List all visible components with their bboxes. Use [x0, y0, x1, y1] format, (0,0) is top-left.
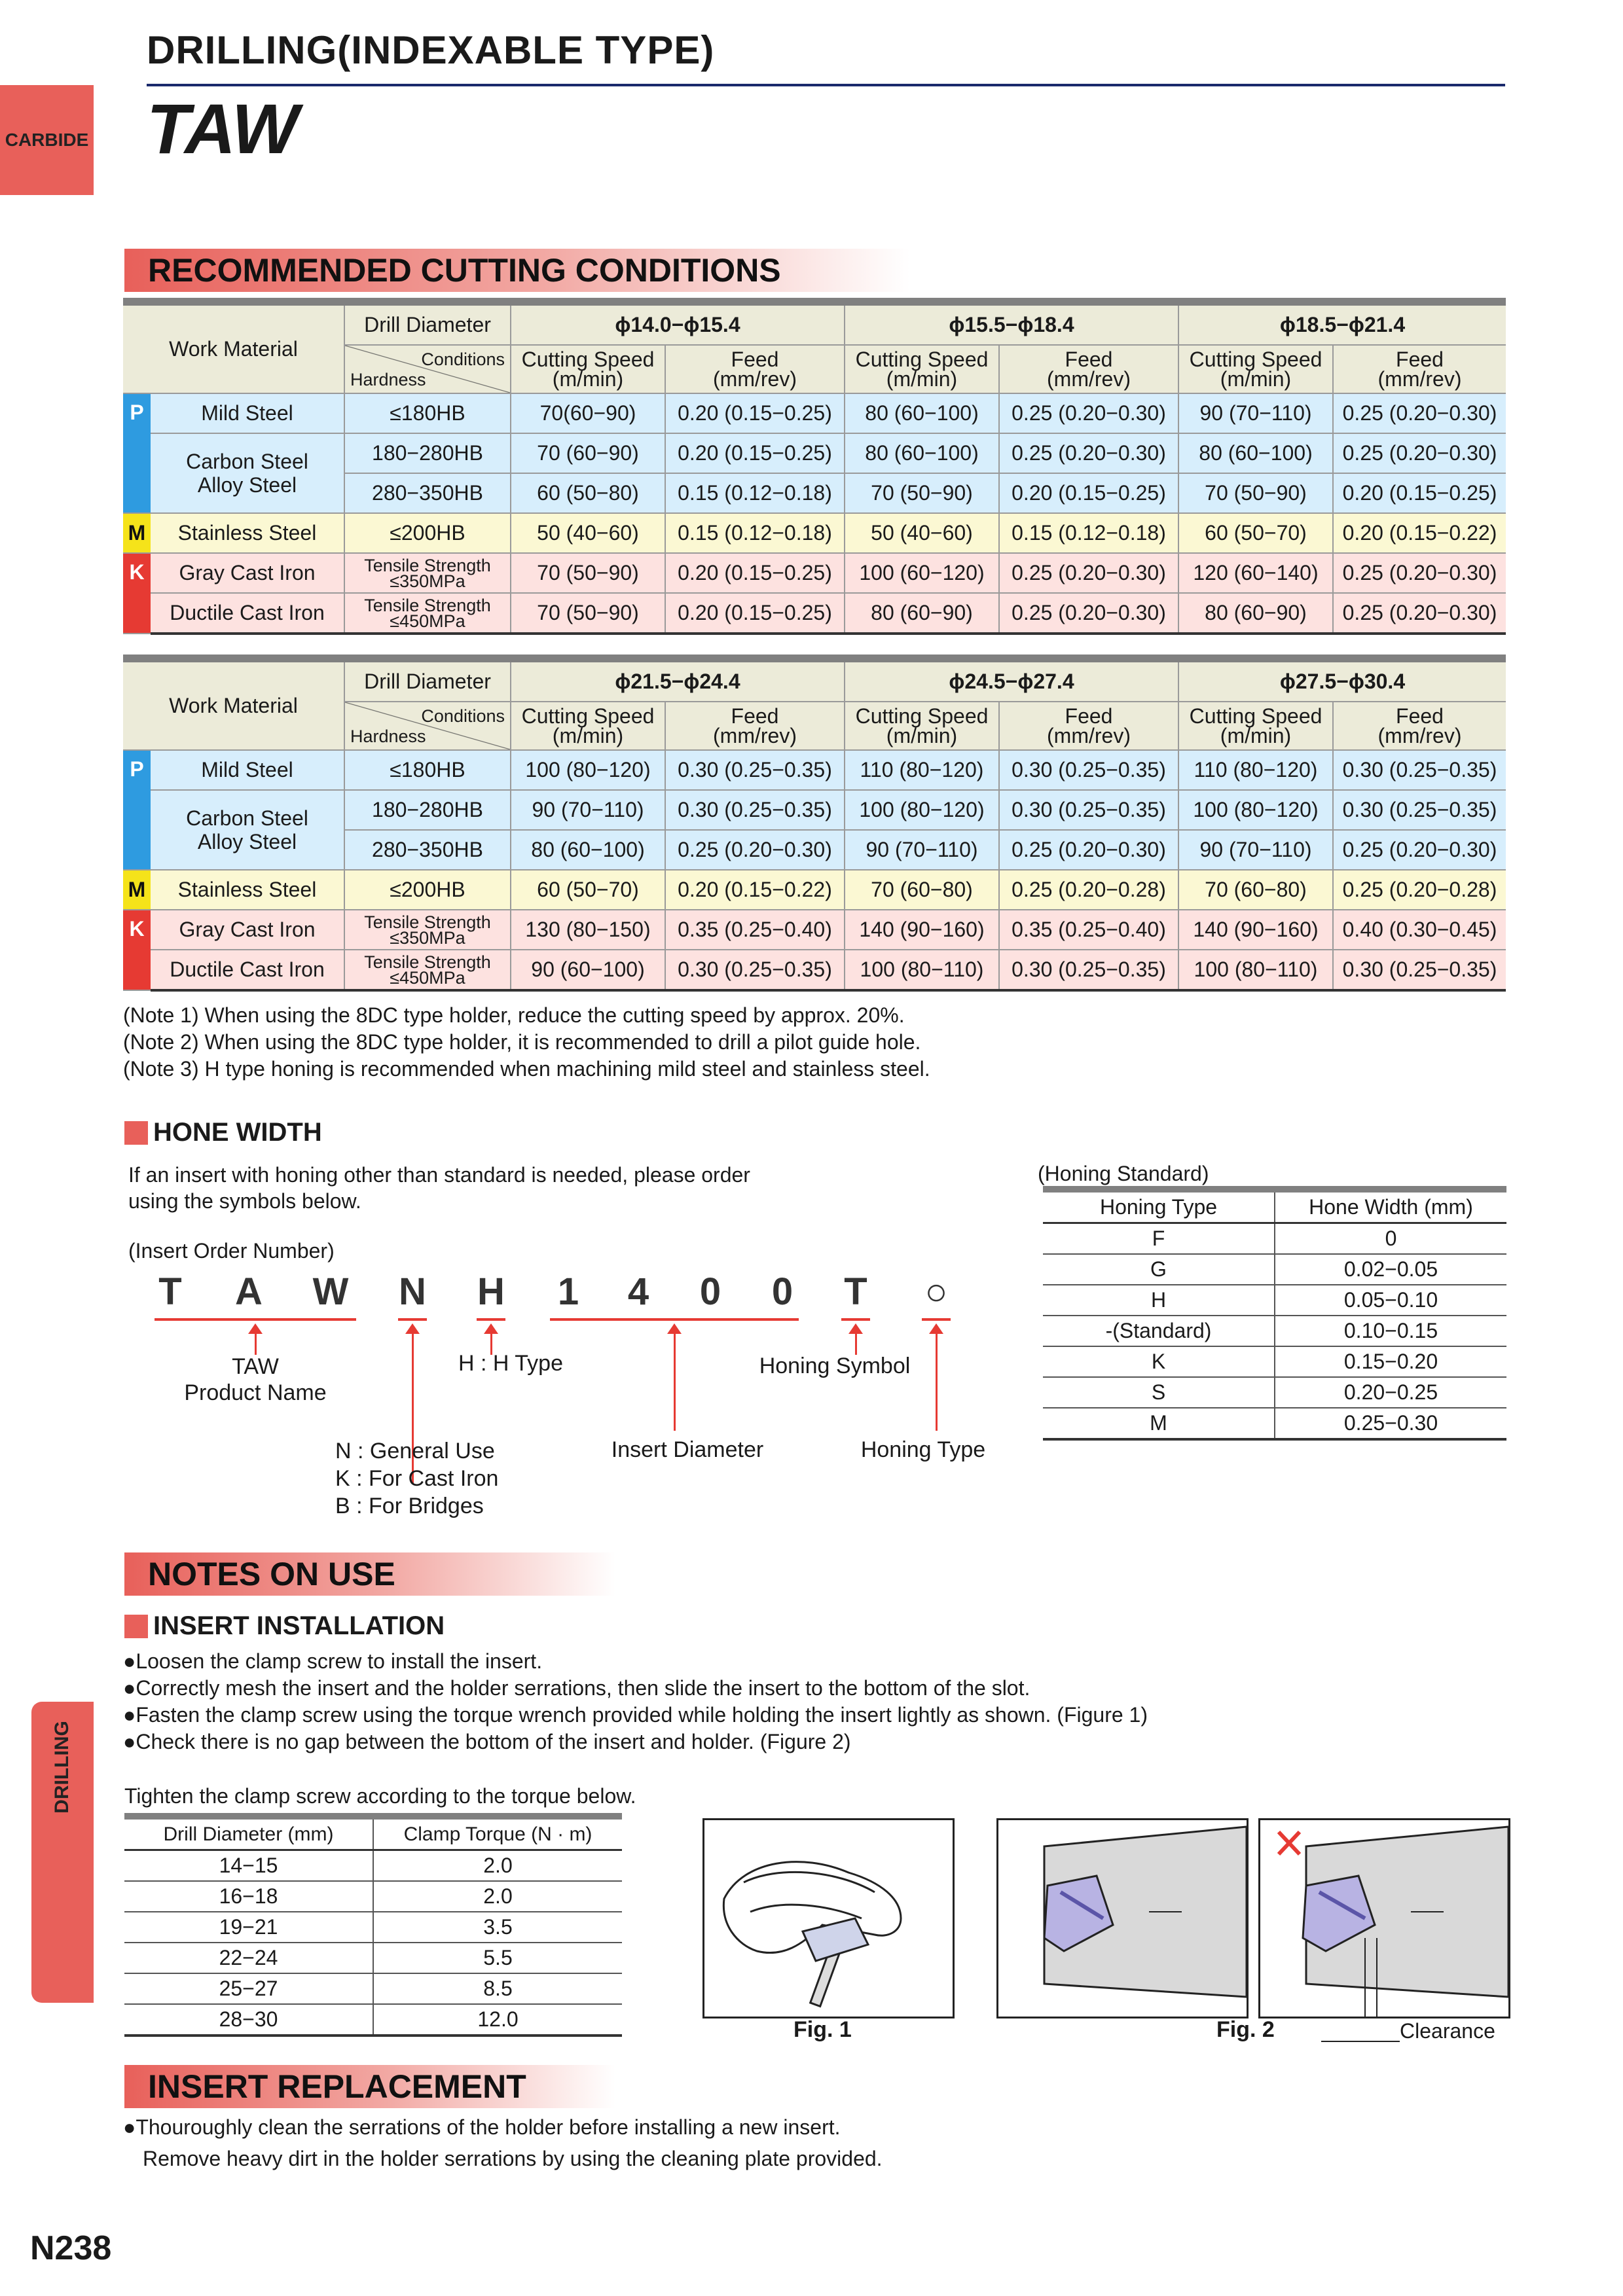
table-cell: P: [123, 393, 151, 513]
fig-2-caption: Fig. 2: [1216, 2017, 1275, 2042]
table-cell: 50 (40−60): [511, 513, 665, 553]
work-material-header: Work Material: [123, 302, 344, 393]
table-row: [124, 1943, 622, 1973]
table-cell: 140 (90−160): [845, 910, 999, 950]
table-cell: M: [1043, 1408, 1275, 1439]
hone-width-heading: HONE WIDTH: [124, 1118, 322, 1147]
note-1: (Note 1) When using the 8DC type holder, reduce the cutting speed by approx. 20%.: [123, 1003, 905, 1027]
code-char: 0: [699, 1270, 721, 1313]
table-cell: 180−280HB: [344, 433, 511, 473]
table-cell: Carbon Steel Alloy Steel: [151, 790, 344, 870]
x-mark-icon: [1279, 1832, 1300, 1854]
section-insert-replacement: INSERT REPLACEMENT: [124, 2065, 779, 2108]
arrow-up-icon: [936, 1333, 938, 1431]
code-underline: [841, 1318, 870, 1321]
table-cell: 80 (60−100): [511, 830, 665, 870]
table-cell: Ductile Cast Iron: [151, 950, 344, 990]
table-cell: 5.5: [373, 1943, 622, 1973]
drill-diameter-header: Drill Diameter: [344, 302, 511, 345]
table-cell: 180−280HB: [344, 790, 511, 830]
table-cell: 0.15 (0.12−0.18): [999, 513, 1178, 553]
table-cell: Cutting Speed (m/min): [845, 702, 999, 750]
table-cell: Stainless Steel: [151, 870, 344, 910]
table-cell: 110 (80−120): [1178, 750, 1333, 790]
torque-table: [124, 1813, 622, 2037]
table-row: [124, 1912, 622, 1943]
torque-intro: Tighten the clamp screw according to the torque below.: [124, 1784, 636, 1808]
diameter-range: ϕ21.5−ϕ24.4: [511, 658, 845, 702]
table-cell: Hone Width (mm): [1275, 1189, 1506, 1223]
work-material-header: Work Material: [123, 658, 344, 750]
table-cell: 0: [1275, 1223, 1506, 1255]
table-cell: Cutting Speed (m/min): [511, 702, 665, 750]
page-number: N238: [30, 2229, 112, 2267]
code-char: A: [235, 1270, 263, 1313]
table-cell: 0.30 (0.25−0.35): [1333, 950, 1506, 990]
cutting-table-2: [123, 655, 1506, 992]
table-cell: 70(60−90): [511, 393, 665, 433]
circle-icon: ○: [924, 1270, 948, 1313]
honing-type-label: Honing Type: [860, 1437, 986, 1462]
table-cell: 80 (60−90): [845, 593, 999, 634]
table-cell: 0.25−0.30: [1275, 1408, 1506, 1439]
table-cell: 90 (70−110): [1178, 830, 1333, 870]
table-cell: S: [1043, 1377, 1275, 1408]
table-row: [1043, 1377, 1506, 1408]
table-row: [124, 1850, 622, 1882]
nkb-labels: N : General Use K : For Cast Iron B : For Bridges: [335, 1439, 499, 1518]
table-cell: K: [123, 910, 151, 990]
cutting-table-1: [123, 298, 1506, 635]
table-cell: 0.35 (0.25−0.40): [999, 910, 1178, 950]
code-char: W: [312, 1270, 349, 1313]
table-cell: 90 (70−110): [845, 830, 999, 870]
table-cell: 80 (60−100): [1178, 433, 1333, 473]
conditions-hardness-header: Conditions Hardness: [344, 702, 511, 750]
table-cell: Tensile Strength ≤350MPa: [344, 910, 511, 950]
table-cell: 90 (70−110): [1178, 393, 1333, 433]
table-header-row: [124, 1816, 622, 1850]
table-cell: 280−350HB: [344, 830, 511, 870]
table-cell: 100 (80−110): [845, 950, 999, 990]
table-cell: 0.20 (0.15−0.22): [665, 870, 845, 910]
table-cell: 3.5: [373, 1912, 622, 1943]
table-cell: 90 (60−100): [511, 950, 665, 990]
figure-2-incorrect: [1258, 1818, 1510, 2018]
diameter-range: ϕ24.5−ϕ27.4: [845, 658, 1178, 702]
arrow-up-icon: [674, 1333, 676, 1431]
table-cell: 0.35 (0.25−0.40): [665, 910, 845, 950]
table-cell: 0.25 (0.20−0.30): [1333, 433, 1506, 473]
code-underline: [477, 1318, 505, 1321]
table-cell: 12.0: [373, 2004, 622, 2036]
install-bullet: ●Loosen the clamp screw to install the insert.: [123, 1649, 543, 1673]
table-cell: 130 (80−150): [511, 910, 665, 950]
hand-wrench-illustration: [704, 1820, 953, 2017]
table-cell: Feed (mm/rev): [1333, 702, 1506, 750]
table-cell: P: [123, 750, 151, 870]
table-cell: 0.20 (0.15−0.22): [1333, 513, 1506, 553]
table-cell: K: [123, 553, 151, 634]
table-cell: ≤200HB: [344, 513, 511, 553]
table-cell: 0.30 (0.25−0.35): [999, 790, 1178, 830]
table-header-row: [123, 658, 1506, 702]
order-number-label: (Insert Order Number): [128, 1239, 335, 1263]
table-cell: Cutting Speed (m/min): [1178, 345, 1333, 393]
table-cell: 0.25 (0.20−0.30): [1333, 393, 1506, 433]
table-cell: 100 (60−120): [845, 553, 999, 593]
arrow-up-icon: [855, 1333, 857, 1355]
table-cell: 100 (80−110): [1178, 950, 1333, 990]
table-cell: 0.25 (0.20−0.28): [999, 870, 1178, 910]
code-underline: [550, 1318, 799, 1321]
table-cell: -(Standard): [1043, 1316, 1275, 1346]
table-cell: 110 (80−120): [845, 750, 999, 790]
table-cell: M: [123, 513, 151, 553]
table-cell: Tensile Strength ≤350MPa: [344, 553, 511, 593]
table-cell: K: [1043, 1346, 1275, 1377]
table-cell: 16−18: [124, 1881, 373, 1912]
table-cell: Gray Cast Iron: [151, 910, 344, 950]
table-cell: 100 (80−120): [845, 790, 999, 830]
section-notes-on-use: NOTES ON USE: [124, 1552, 779, 1596]
table-cell: G: [1043, 1254, 1275, 1285]
replacement-line-1: ●Thouroughly clean the serrations of the holder before installing a new insert.: [123, 2115, 841, 2139]
table-cell: Drill Diameter (mm): [124, 1816, 373, 1850]
table-cell: 100 (80−120): [511, 750, 665, 790]
table-cell: 0.25 (0.20−0.30): [999, 593, 1178, 634]
install-bullet: ●Check there is no gap between the bottom of the insert and holder. (Figure 2): [123, 1730, 851, 1753]
insert-correct-illustration: [998, 1820, 1247, 2017]
table-cell: 0.30 (0.25−0.35): [665, 750, 845, 790]
table-cell: Feed (mm/rev): [665, 702, 845, 750]
table-row: [1043, 1254, 1506, 1285]
honing-standard-table: [1043, 1186, 1506, 1441]
table-cell: 80 (60−100): [845, 433, 999, 473]
table-row: [123, 593, 1506, 634]
table-cell: Clamp Torque (N · m): [373, 1816, 622, 1850]
table-cell: 0.30 (0.25−0.35): [665, 790, 845, 830]
clearance-label: Clearance: [1400, 2019, 1495, 2043]
table-row: [123, 910, 1506, 950]
insert-diameter-label: Insert Diameter: [611, 1437, 764, 1462]
table-row: [123, 513, 1506, 553]
table-cell: F: [1043, 1223, 1275, 1255]
fig-1-caption: Fig. 1: [793, 2017, 852, 2042]
table-cell: 280−350HB: [344, 473, 511, 513]
table-cell: Carbon Steel Alloy Steel: [151, 433, 344, 513]
note-2: (Note 2) When using the 8DC type holder, it is recommended to drill a pilot guide hole.: [123, 1030, 921, 1054]
arrow-up-icon: [255, 1333, 257, 1355]
table-cell: 80 (60−100): [845, 393, 999, 433]
table-row: [1043, 1285, 1506, 1316]
table-cell: 0.30 (0.25−0.35): [1333, 750, 1506, 790]
table-row: [123, 393, 1506, 433]
table-cell: 28−30: [124, 2004, 373, 2036]
table-cell: ≤200HB: [344, 870, 511, 910]
title-rule: [147, 84, 1505, 86]
table-cell: 0.20 (0.15−0.25): [665, 553, 845, 593]
table-row: [123, 750, 1506, 790]
insert-gap-illustration: [1260, 1820, 1508, 2017]
code-underline: [398, 1318, 427, 1321]
conditions-hardness-header: Conditions Hardness: [344, 345, 511, 393]
table-cell: 0.05−0.10: [1275, 1285, 1506, 1316]
table-row: [124, 1973, 622, 2004]
note-3: (Note 3) H type honing is recommended when machining mild steel and stainless steel.: [123, 1057, 930, 1081]
drill-diameter-header: Drill Diameter: [344, 658, 511, 702]
diameter-range: ϕ18.5−ϕ21.4: [1178, 302, 1506, 345]
table-cell: 0.25 (0.20−0.30): [999, 830, 1178, 870]
table-cell: Mild Steel: [151, 393, 344, 433]
code-char: 1: [557, 1270, 579, 1313]
product-name-label: TAW Product Name: [184, 1354, 327, 1405]
table-row: [124, 1881, 622, 1912]
table-cell: 8.5: [373, 1973, 622, 2004]
table-cell: Gray Cast Iron: [151, 553, 344, 593]
table-cell: H: [1043, 1285, 1275, 1316]
table-row: [123, 553, 1506, 593]
table-row: [1043, 1223, 1506, 1255]
honing-symbol-label: Honing Symbol: [759, 1354, 911, 1378]
table-cell: 60 (50−70): [511, 870, 665, 910]
table-cell: 140 (90−160): [1178, 910, 1333, 950]
side-tab-carbide: CARBIDE: [0, 85, 94, 195]
table-cell: Mild Steel: [151, 750, 344, 790]
table-cell: 0.20 (0.15−0.25): [999, 473, 1178, 513]
table-cell: 70 (60−80): [1178, 870, 1333, 910]
table-cell: 90 (70−110): [511, 790, 665, 830]
table-cell: 0.15−0.20: [1275, 1346, 1506, 1377]
diameter-range: ϕ14.0−ϕ15.4: [511, 302, 845, 345]
insert-installation-heading: INSERT INSTALLATION: [124, 1611, 445, 1641]
table-cell: 25−27: [124, 1973, 373, 2004]
table-cell: 19−21: [124, 1912, 373, 1943]
table-cell: 60 (50−80): [511, 473, 665, 513]
table-cell: 22−24: [124, 1943, 373, 1973]
table-cell: 2.0: [373, 1850, 622, 1882]
table-row: [123, 950, 1506, 990]
replacement-line-2: Remove heavy dirt in the holder serrations by using the cleaning plate provided.: [143, 2147, 883, 2170]
table-cell: Ductile Cast Iron: [151, 593, 344, 634]
install-bullet: ●Fasten the clamp screw using the torque wrench provided while holding the insert lightly as shown. (Figure 1): [123, 1703, 1148, 1727]
table-cell: 0.25 (0.20−0.30): [999, 433, 1178, 473]
table-row: [1043, 1408, 1506, 1439]
table-cell: 0.25 (0.20−0.28): [1333, 870, 1506, 910]
table-row: [123, 790, 1506, 830]
table-cell: 0.25 (0.20−0.30): [665, 830, 845, 870]
table-cell: 0.30 (0.25−0.35): [1333, 790, 1506, 830]
table-cell: Stainless Steel: [151, 513, 344, 553]
code-char: T: [844, 1270, 867, 1313]
clearance-dimension-line: [1321, 2041, 1400, 2042]
table-cell: 0.15 (0.12−0.18): [665, 513, 845, 553]
figure-2-correct: [996, 1818, 1249, 2018]
table-cell: M: [123, 870, 151, 910]
table-cell: ≤180HB: [344, 393, 511, 433]
hone-intro: If an insert with honing other than standard is needed, please order using the symbols below.: [128, 1163, 750, 1213]
page-title: DRILLING(INDEXABLE TYPE): [147, 28, 715, 72]
table-cell: Honing Type: [1043, 1189, 1275, 1223]
table-cell: Tensile Strength ≤450MPa: [344, 593, 511, 634]
code-char: 0: [771, 1270, 793, 1313]
table-cell: 100 (80−120): [1178, 790, 1333, 830]
honing-standard-label: (Honing Standard): [1038, 1162, 1209, 1185]
table-cell: 0.15 (0.12−0.18): [665, 473, 845, 513]
code-char: H: [477, 1270, 505, 1313]
model-name: TAW: [147, 89, 299, 168]
table-row: [1043, 1316, 1506, 1346]
table-cell: Feed (mm/rev): [999, 345, 1178, 393]
install-bullet: ●Correctly mesh the insert and the holder serrations, then slide the insert to the bottom of the slot.: [123, 1676, 1030, 1700]
table-cell: 50 (40−60): [845, 513, 999, 553]
side-tab-drilling-label: DRILLING: [51, 1721, 73, 1814]
table-cell: 0.30 (0.25−0.35): [999, 750, 1178, 790]
table-cell: 0.25 (0.20−0.30): [999, 553, 1178, 593]
table-cell: ≤180HB: [344, 750, 511, 790]
table-row: [123, 870, 1506, 910]
table-cell: 0.30 (0.25−0.35): [999, 950, 1178, 990]
code-char: 4: [627, 1270, 649, 1313]
table-cell: 70 (50−90): [511, 593, 665, 634]
section-recommended: RECOMMENDED CUTTING CONDITIONS: [124, 249, 1172, 292]
table-cell: Feed (mm/rev): [665, 345, 845, 393]
table-cell: Feed (mm/rev): [1333, 345, 1506, 393]
table-cell: 80 (60−90): [1178, 593, 1333, 634]
table-cell: 0.40 (0.30−0.45): [1333, 910, 1506, 950]
table-cell: Cutting Speed (m/min): [511, 345, 665, 393]
table-cell: Feed (mm/rev): [999, 702, 1178, 750]
table-cell: 70 (50−90): [511, 553, 665, 593]
table-cell: 0.20 (0.15−0.25): [665, 593, 845, 634]
table-cell: 70 (50−90): [845, 473, 999, 513]
table-cell: 0.20 (0.15−0.25): [665, 393, 845, 433]
table-cell: 0.20−0.25: [1275, 1377, 1506, 1408]
table-header-row: [1043, 1189, 1506, 1223]
table-row: [1043, 1346, 1506, 1377]
code-underline: [155, 1318, 356, 1321]
table-cell: 0.02−0.05: [1275, 1254, 1506, 1285]
code-char: T: [158, 1270, 182, 1313]
diameter-range: ϕ15.5−ϕ18.4: [845, 302, 1178, 345]
table-cell: 0.20 (0.15−0.25): [665, 433, 845, 473]
table-cell: 0.30 (0.25−0.35): [665, 950, 845, 990]
code-underline: [922, 1318, 951, 1321]
code-char: N: [399, 1270, 426, 1313]
table-cell: 70 (60−80): [845, 870, 999, 910]
h-type-label: H : H Type: [458, 1351, 563, 1376]
table-cell: 0.25 (0.20−0.30): [1333, 553, 1506, 593]
table-row: [123, 433, 1506, 473]
table-cell: Tensile Strength ≤450MPa: [344, 950, 511, 990]
table-cell: 0.25 (0.20−0.30): [1333, 830, 1506, 870]
table-cell: Cutting Speed (m/min): [1178, 702, 1333, 750]
table-header-row: [123, 302, 1506, 345]
table-cell: 70 (50−90): [1178, 473, 1333, 513]
table-cell: Cutting Speed (m/min): [845, 345, 999, 393]
table-row: [124, 2004, 622, 2036]
table-cell: 70 (60−90): [511, 433, 665, 473]
table-cell: 14−15: [124, 1850, 373, 1882]
table-cell: 60 (50−70): [1178, 513, 1333, 553]
table-cell: 2.0: [373, 1881, 622, 1912]
figure-1: [702, 1818, 955, 2018]
table-cell: 120 (60−140): [1178, 553, 1333, 593]
table-cell: 0.25 (0.20−0.30): [1333, 593, 1506, 634]
table-cell: 0.20 (0.15−0.25): [1333, 473, 1506, 513]
table-cell: 0.10−0.15: [1275, 1316, 1506, 1346]
table-cell: 0.25 (0.20−0.30): [999, 393, 1178, 433]
diameter-range: ϕ27.5−ϕ30.4: [1178, 658, 1506, 702]
